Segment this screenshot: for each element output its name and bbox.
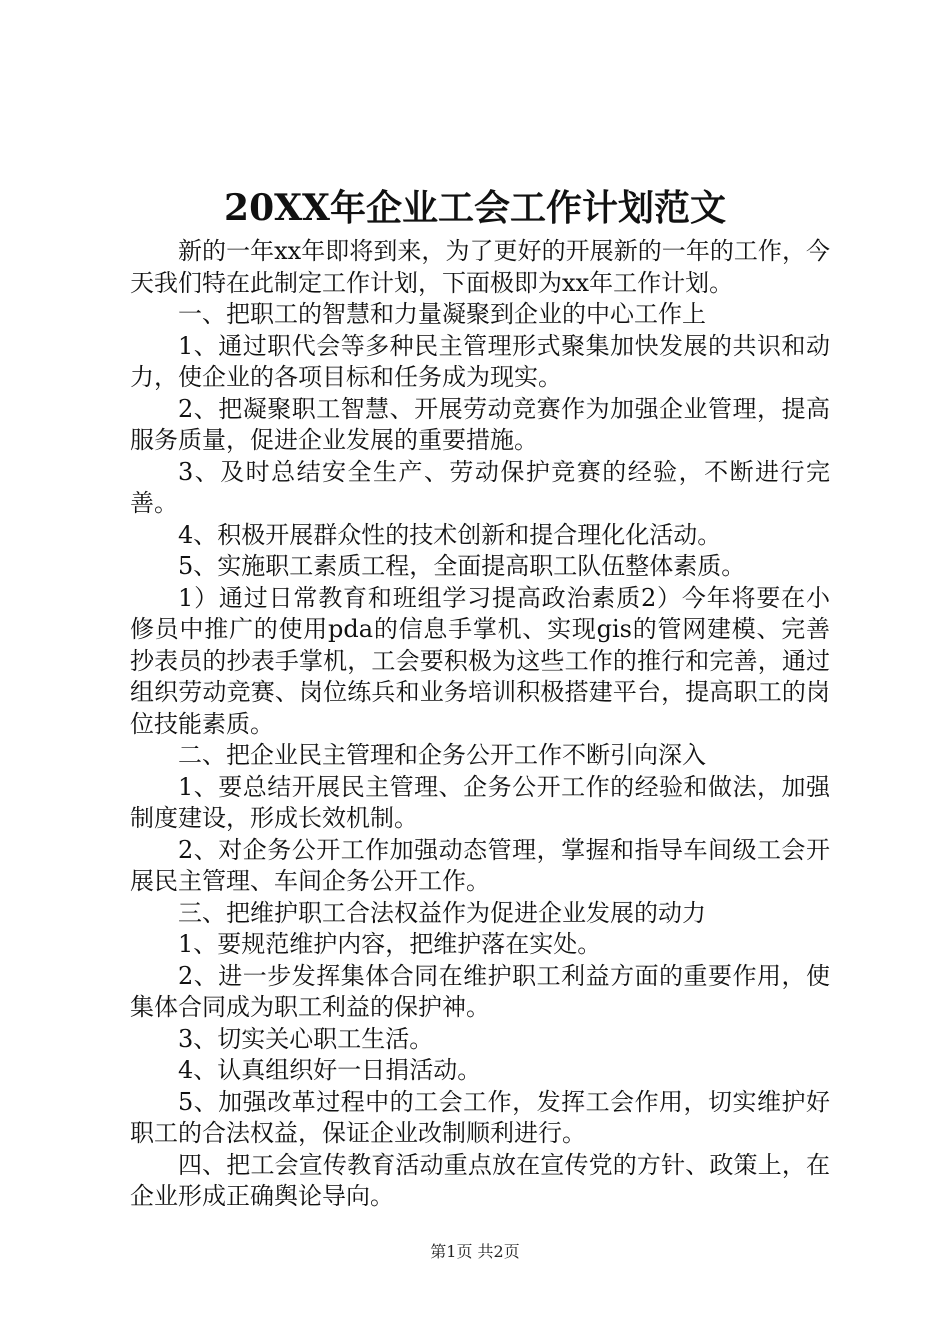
section-heading-3: 三、把维护职工合法权益作为促进企业发展的动力 — [178, 898, 706, 927]
list-item: 4、积极开展群众性的技术创新和提合理化化活动。 — [178, 520, 722, 549]
list-item: 1、要总结开展民主管理、企务公开工作的经验和做法，加强制度建设，形成长效机制。 — [130, 772, 830, 832]
list-item: 2、对企务公开工作加强动态管理，掌握和指导车间级工会开展民主管理、车间企务公开工作。 — [130, 835, 830, 895]
list-item: 1、要规范维护内容，把维护落在实处。 — [178, 930, 602, 958]
list-item: 1、通过职代会等多种民主管理形式聚集加快发展的共识和动力，使企业的各项目标和任务成为现实。 — [130, 331, 830, 391]
list-item: 5、加强改革过程中的工会工作，发挥工会作用，切实维护好职工的合法权益，保证企业改制顺利进行。 — [130, 1087, 830, 1147]
document-title: 20XX年企业工会工作计划范文 — [224, 187, 726, 229]
list-item: 5、实施职工素质工程，全面提高职工队伍整体素质。 — [178, 552, 746, 580]
list-item: 1）通过日常教育和班组学习提高政治素质2）今年将要在小修员中推广的使用pda的信息手掌机、实现gis的管网建模、完善抄表员的抄表手掌机，工会要积极为这些工作的推行和完善，通过组织劳动竞赛、岗位练兵和业务培训积极搭建平台，提高职工的岗位技能素质。 — [130, 583, 830, 738]
section-heading-4: 四、把工会宣传教育活动重点放在宣传党的方针、政策上，在企业形成正确舆论导向。 — [130, 1150, 830, 1210]
list-item: 4、认真组织好一日捐活动。 — [178, 1056, 482, 1084]
list-item: 2、把凝聚职工智慧、开展劳动竞赛作为加强企业管理，提高服务质量，促进企业发展的重要措施。 — [130, 394, 830, 454]
section-heading-1: 一、把职工的智慧和力量凝聚到企业的中心工作上 — [178, 300, 706, 328]
page-number-footer: 第1页 共2页 — [430, 1242, 520, 1261]
paragraph-intro: 新的一年xx年即将到来，为了更好的开展新的一年的工作，今天我们特在此制定工作计划，下面极即为xx年工作计划。 — [130, 237, 830, 297]
list-item: 3、切实关心职工生活。 — [178, 1024, 434, 1053]
document-body — [130, 236, 830, 1213]
list-item: 3、及时总结安全生产、劳动保护竞赛的经验，不断进行完善。 — [130, 457, 830, 517]
list-item: 2、进一步发挥集体合同在维护职工利益方面的重要作用，使集体合同成为职工利益的保护神。 — [130, 961, 830, 1021]
section-heading-2: 二、把企业民主管理和企务公开工作不断引向深入 — [178, 741, 706, 769]
